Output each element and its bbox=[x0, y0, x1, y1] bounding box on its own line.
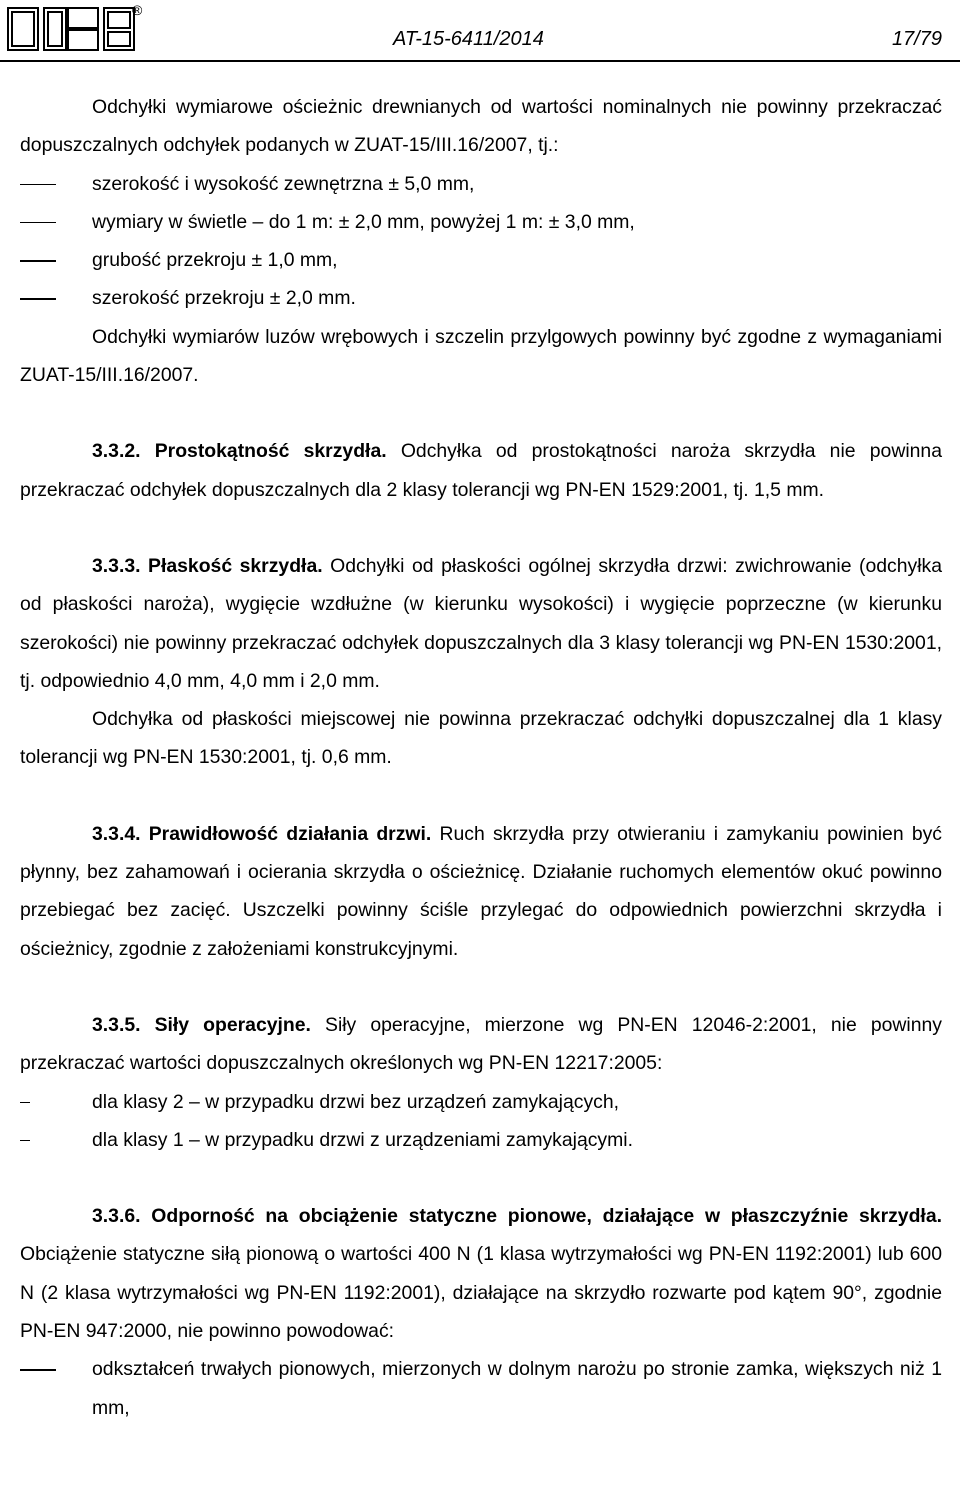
list-item: wymiary w świetle – do 1 m: ± 2,0 mm, powyżej 1 m: ± 3,0 mm, bbox=[20, 203, 942, 241]
section-heading: 3.3.6. Odporność na obciążenie statyczne pionowe, działające w płaszczyźnie skrzydła. bbox=[92, 1205, 942, 1228]
document-id: AT-15-6411/2014 bbox=[393, 28, 544, 50]
dash-bullet-icon bbox=[20, 1350, 92, 1427]
page-header bbox=[0, 0, 960, 62]
section-3-3-2: 3.3.2. Prostokątność skrzydła. Odchyłka od prostokątności naroża skrzydła nie powinna przekraczać odchyłek dopuszczalnych dla 2 klasy tolerancji wg PN-EN 1529:2001, tj. 1,5 mm. bbox=[20, 440, 942, 501]
dash-bullet-icon bbox=[20, 241, 92, 279]
section-3-3-3: 3.3.3. Płaskość skrzydła. Odchyłki od płaskości ogólnej skrzydła drzwi: zwichrowanie (odchyłka od płaskości naroża), wygięcie wzdłużne (w kierunku wysokości) i wygięcie poprzeczne (w kierunku szerokości) nie powinny przekraczać odchyłek dopuszczalnych dla 3 klasy tolerancji wg PN-EN 1530:2001, tj. odpowiednio 4,0 mm, 4,0 mm i 2,0 mm. bbox=[20, 554, 943, 692]
list-item: odkształceń trwałych pionowych, mierzonych w dolnym narożu po stronie zamka, większych niż 1 mm, bbox=[20, 1350, 942, 1427]
paragraph-frame-tolerances: Odchyłki wymiarowe ościeżnic drewnianych od wartości nominalnych nie powinny przekraczać dopuszczalnych odchyłek podanych w ZUAT-15/III.16/2007, tj.: bbox=[20, 96, 942, 157]
dash-bullet-icon bbox=[20, 203, 92, 241]
page-number: 17/79 bbox=[891, 28, 942, 50]
section-3-3-6: 3.3.6. Odporność na obciążenie statyczne pionowe, działające w płaszczyźnie skrzydła. Obciążenie statyczne siłą pionową o wartości 400 N (1 klasa wytrzymałości wg PN-EN 1192:2001) lub 600 N (2 klasa wytrzymałości wg PN-EN 1192:2001), działające na skrzydło rozwarte pod kątem 90°, zgodnie PN-EN 947:2000, nie powinno powodować: bbox=[20, 1205, 942, 1343]
section-heading: 3.3.4. Prawidłowość działania drzwi. bbox=[92, 822, 432, 845]
section-heading: 3.3.5. Siły operacyjne. bbox=[92, 1013, 311, 1036]
dash-bullet-icon bbox=[20, 279, 92, 317]
list-item: dla klasy 2 – w przypadku drzwi bez urządzeń zamykających, bbox=[20, 1083, 942, 1121]
operating-forces-list bbox=[20, 1083, 942, 1160]
header-divider bbox=[0, 60, 960, 62]
dash-bullet-icon bbox=[20, 1083, 92, 1121]
dash-bullet-icon bbox=[20, 1121, 92, 1159]
document-body bbox=[20, 88, 942, 1427]
list-item: dla klasy 1 – w przypadku drzwi z urządzeniami zamykającymi. bbox=[20, 1121, 942, 1159]
section-3-3-5: 3.3.5. Siły operacyjne. Siły operacyjne, mierzone wg PN-EN 12046-2:2001, nie powinny przekraczać wartości dopuszczalnych określonych wg PN-EN 12217:2005: bbox=[20, 1013, 942, 1075]
dash-bullet-icon bbox=[20, 165, 92, 203]
registered-mark: ® bbox=[132, 2, 143, 18]
static-load-list bbox=[20, 1350, 942, 1427]
list-item: szerokość przekroju ± 2,0 mm. bbox=[20, 279, 942, 317]
list-item: grubość przekroju ± 1,0 mm, bbox=[20, 241, 942, 279]
paragraph-local-flatness: Odchyłka od płaskości miejscowej nie powinna przekraczać odchyłki dopuszczalnej dla 1 klasy tolerancji wg PN-EN 1530:2001, tj. 0,6 mm. bbox=[20, 708, 942, 769]
list-item: szerokość i wysokość zewnętrzna ± 5,0 mm, bbox=[20, 165, 942, 203]
paragraph-rebate-gaps: Odchyłki wymiarów luzów wrębowych i szczelin przylgowych powinny być zgodne z wymaganiami ZUAT-15/III.16/2007. bbox=[20, 325, 942, 387]
itb-logo-icon bbox=[6, 6, 141, 54]
section-heading: 3.3.2. Prostokątność skrzydła. bbox=[92, 440, 387, 463]
tolerance-list bbox=[20, 165, 942, 318]
section-heading: 3.3.3. Płaskość skrzydła. bbox=[92, 554, 323, 577]
section-3-3-4: 3.3.4. Prawidłowość działania drzwi. Ruch skrzydła przy otwieraniu i zamykaniu powinien być płynny, bez zahamowań i ocierania skrzydła o ościeżnicę. Działanie ruchomych elementów okuć powinno przebiegać bez zacięć. Uszczelki powinny ściśle przylegać do odpowiednich powierzchni skrzydła i ościeżnicy, zgodnie z założeniami konstrukcyjnymi. bbox=[20, 822, 943, 960]
